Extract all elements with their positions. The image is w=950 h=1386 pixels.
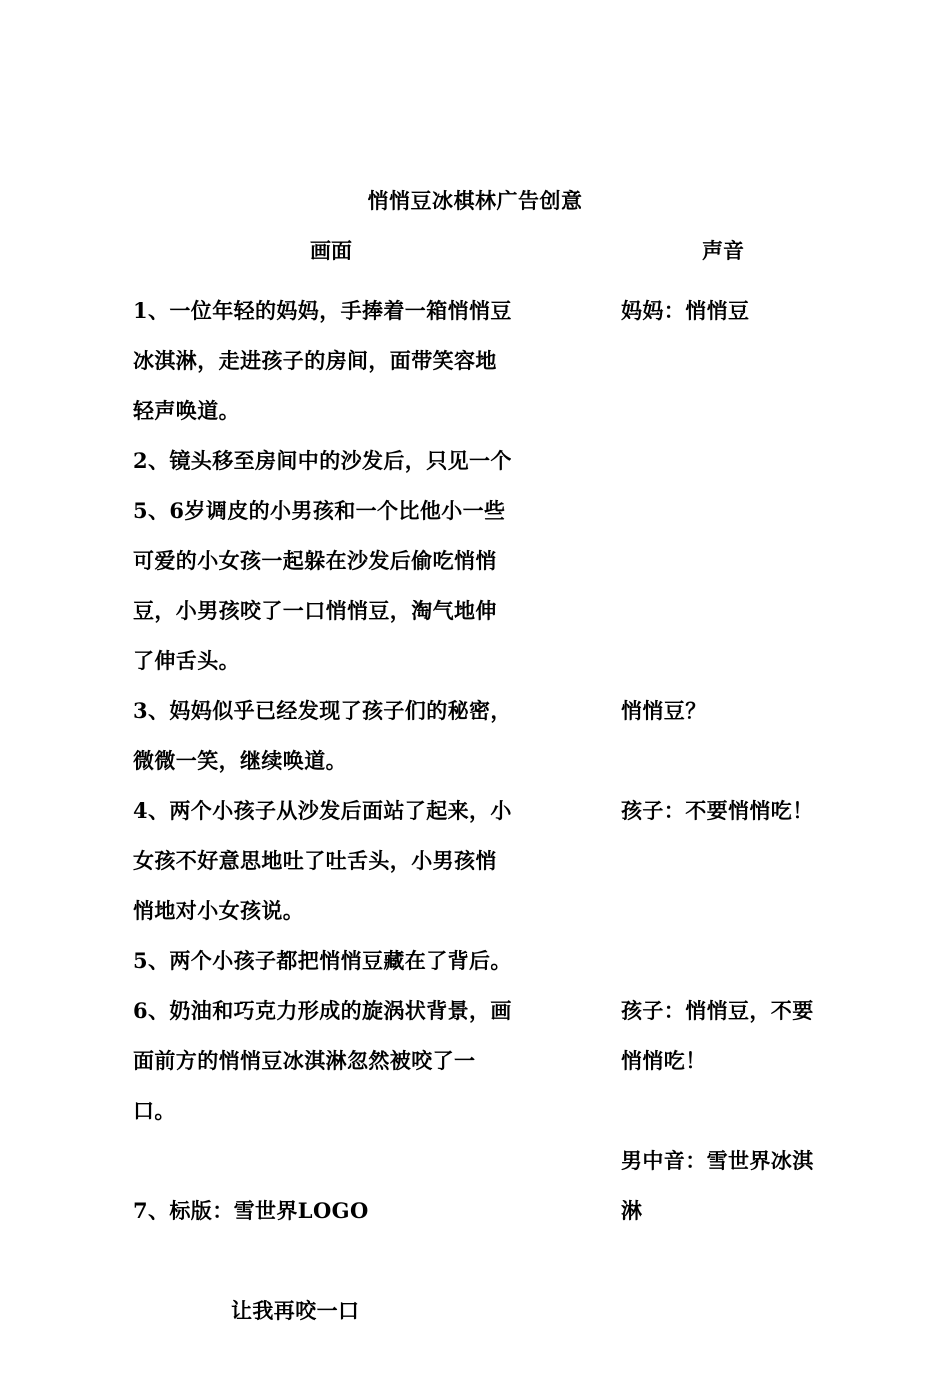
script-row [133,686,853,786]
column-header-sound: 声音 [702,238,744,263]
picture-cell: 2、镜头移至房间中的沙发后，只见一个 5、6岁调皮的小男孩和一个比他小一些 可爱的小女孩一起躲在沙发后偷吃悄悄 豆，小男孩咬了一口悄悄豆，淘气地伸 了伸舌头。 [133,448,512,673]
picture-cell: 6、奶油和巧克力形成的旋涡状背景，画 面前方的悄悄豆冰淇淋忽然被咬了一 口。 [133,998,512,1123]
script-row [133,986,853,1136]
slogan-text: 让我再咬一口 [231,1298,360,1323]
picture-cell: 4、两个小孩子从沙发后面站了起来，小 女孩不好意思地吐了吐舌头，小男孩悄 悄地对小女孩说。 [133,798,512,923]
picture-cell [133,1136,533,1386]
sound-cell: 男中音：雪世界冰淇 淋 [621,1148,814,1223]
sound-cell: 孩子：不要悄悄吃！ [621,798,814,823]
script-row [133,286,853,436]
script-row [133,786,853,936]
script-row [133,936,853,986]
sound-cell: 悄悄豆？ [621,698,707,723]
picture-text: 7、标版：雪世界LOGO [133,1198,369,1223]
sound-cell: 孩子：悄悄豆，不要 悄悄吃！ [621,998,814,1073]
picture-cell: 5、两个小孩子都把悄悄豆藏在了背后。 [133,948,512,973]
document-title: 悄悄豆冰棋林广告创意 [367,188,583,213]
script-row [133,436,853,686]
picture-cell: 3、妈妈似乎已经发现了孩子们的秘密， 微微一笑，继续唤道。 [133,698,512,773]
sound-cell: 妈妈：悄悄豆 [621,298,750,323]
picture-cell: 1、一位年轻的妈妈，手捧着一箱悄悄豆 冰淇淋，走进孩子的房间，面带笑容地 轻声唤道。 [133,298,512,423]
script-table [133,286,853,1386]
column-header-picture: 画面 [310,238,352,263]
script-row [133,1136,853,1386]
